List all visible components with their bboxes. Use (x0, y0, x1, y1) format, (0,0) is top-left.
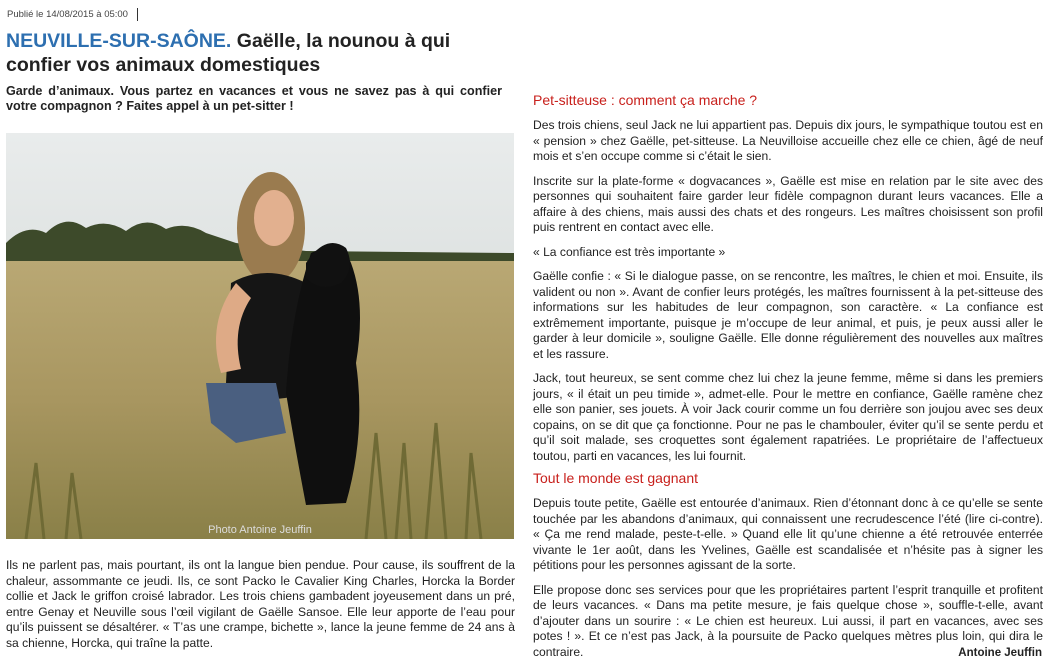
author-signature: Antoine Jeuffin (958, 647, 1042, 659)
paragraph-7: Elle propose donc ses services pour que les propriétaires partent l’esprit tranquille et profitent de leurs vacances. « Dans ma petite mesure, je fais quelque chose », souffle-t-elle, avant d’ajouter dans un sourire : « Le chien est heureux. Lui aussi, il part en vacances, avec ses potes ! ». Et ce n’est pas Jack, à la poursuite de Packo quelques mètres plus loin, qui dira le contraire. (533, 582, 1043, 659)
paragraph-1: Des trois chiens, seul Jack ne lui appartient pas. Depuis dix jours, le sympathique toutou est en « pension » chez Gaëlle, pet-sitteuse. La Neuvilloise accueille chez elle ce chien, âgé de neuf mois et s’en occupe comme si c’était le sien. (533, 118, 1043, 163)
paragraph-5: Jack, tout heureux, se sent comme chez lui chez la jeune femme, même si dans les premiers jours, « il était un peu timide », admet-elle. Pour le mettre en confiance, Gaëlle ramène chez elle son panier, ses jouets. À voir Jack courir comme un fou derrière son joujou avec ses deux copains, on se dit que ça fonctionne. Pour ne pas le chambouler, éviter qu’il se sente perdu et qu’il soit malade, ses croquettes sont également rapatriées. Le propriétaire de l’affectueux toutou, parti en vacances, les lui fournit. (533, 371, 1043, 463)
article-photo (6, 133, 514, 539)
photo-illustration (6, 133, 514, 539)
woman-face (254, 190, 294, 246)
title-text: Gaëlle, la nounou à qui confier vos animaux domestiques (6, 30, 451, 76)
section-heading-everyone-wins: Tout le monde est gagnant (533, 470, 699, 486)
section-heading-pet-sitting: Pet-sitteuse : comment ça marche ? (533, 92, 758, 108)
paragraph-quote-heading: « La confiance est très importante » (533, 244, 726, 259)
photo-credit: Photo Antoine Jeuffin (208, 524, 312, 536)
paragraph-6: Depuis toute petite, Gaëlle est entourée d’animaux. Rien d’étonnant donc à ce qu’elle se sente touchée par les abandons d’animaux, qui connaissent une recrudescence l’été (lire ci-contre). « Ça me rend malade, peste-t-elle. » Quand elle lit qu’une chienne a été retrouvée enterrée vivante le 1er août, dans les Yvelines, Gaëlle est scandalisée et n’hésite pas à signer les pétitions pour les personnes agissant de la sorte. (533, 496, 1043, 572)
publication-date: Publié le 14/08/2015 à 05:00 (7, 8, 138, 21)
paragraph-2: Inscrite sur la plate-forme « dogvacances », Gaëlle est mise en relation par le site avec des personnes qui souhaitent faire garder leur fidèle compagnon durant leurs vacances. Elle a affaire à des chiens, mais aussi des chats et des rongeurs. Les maîtres choisissent son profil puis rentrent en contact avec elle. (533, 173, 1043, 234)
left-body-paragraph: Ils ne parlent pas, mais pourtant, ils ont la langue bien pendue. Pour cause, ils souffrent de la chaleur, assommante ce jeudi. Ils, ce sont Packo le Cavalier King Charles, Horcka la Border collie et Jack le griffon croisé labrador. Les trois chiens gambadent joyeusement dans un pré, entre Genay et Neuville sous l’œil vigilant de Gaëlle Sansoe. Elle leur apporte de l’eau pour qu’ils puissent se désaltérer. « T’as une crampe, bichette », lance la jeune femme de 24 ans à sa chienne, Horcka, qui traîne la patte. (6, 558, 515, 650)
right-column (533, 92, 1043, 669)
paragraph-4: Gaëlle confie : « Si le dialogue passe, on se rencontre, les maîtres, le chien et moi. Ensuite, ils valident ou non ». Avant de confier leurs protégés, les maîtres fournissent à la pet-sitteuse des informations sur les habitudes de leur compagnon, son caractère. « La confiance est extrêmement importante, puisque je m’occupe de leur animal, et puis, je peux aussi aller le garder à leur domicile », souligne Gaëlle. Elle donne régulièrement des nouvelles aux maîtres et les rassure. (533, 269, 1043, 361)
article-title (6, 29, 506, 77)
title-city: NEUVILLE-SUR-SAÔNE. (6, 30, 232, 52)
article-lede: Garde d’animaux. Vous partez en vacances et vous ne savez pas à qui confier votre compagnon ? Faites appel à un pet-sitter ! (6, 84, 502, 113)
